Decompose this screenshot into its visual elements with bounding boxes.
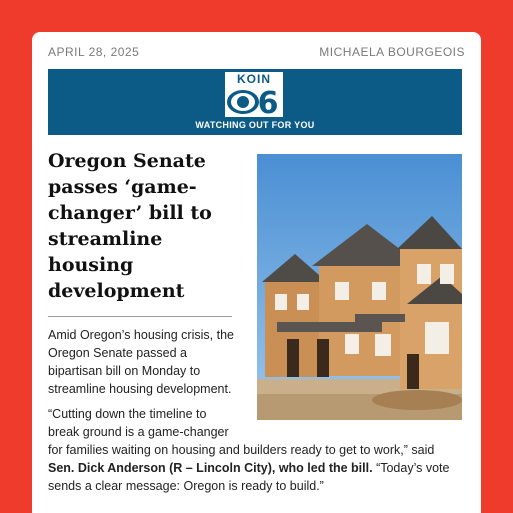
channel-number: 6 (257, 87, 279, 117)
article-card (32, 32, 481, 513)
quote-line-2: break ground is a game-changer (48, 425, 229, 439)
quote-ending: “Today’s vote sends a clear message: Oregon is ready to build.” (48, 461, 450, 493)
logo-text: KOIN (225, 72, 283, 87)
quote-attribution: Sen. Dick Anderson (R – Lincoln City), who led the bill. (48, 461, 373, 475)
paragraph-intro: Amid Oregon’s housing crisis, the Oregon Senate passed a bipartisan bill on Monday to streamline housing development. (48, 328, 234, 396)
author-name: MICHAELA BOURGEOIS (319, 45, 465, 59)
housing-construction-photo (257, 154, 462, 420)
quote-continuation: for families waiting on housing and builders ready to get to work,” said (48, 443, 435, 457)
article-meta (48, 45, 465, 59)
headline: Oregon Senate passes ‘game-changer’ bill to streamline housing development (48, 150, 212, 302)
quote-line-1: “Cutting down the timeline to (48, 407, 207, 421)
headline-divider (48, 316, 232, 317)
paragraph-quote (48, 405, 463, 495)
publish-date: APRIL 28, 2025 (48, 45, 140, 59)
cbs-eye-icon (225, 87, 283, 117)
koin-logo (225, 72, 283, 117)
tagline: WATCHING OUT FOR YOU (195, 120, 315, 130)
news-banner (48, 69, 462, 135)
